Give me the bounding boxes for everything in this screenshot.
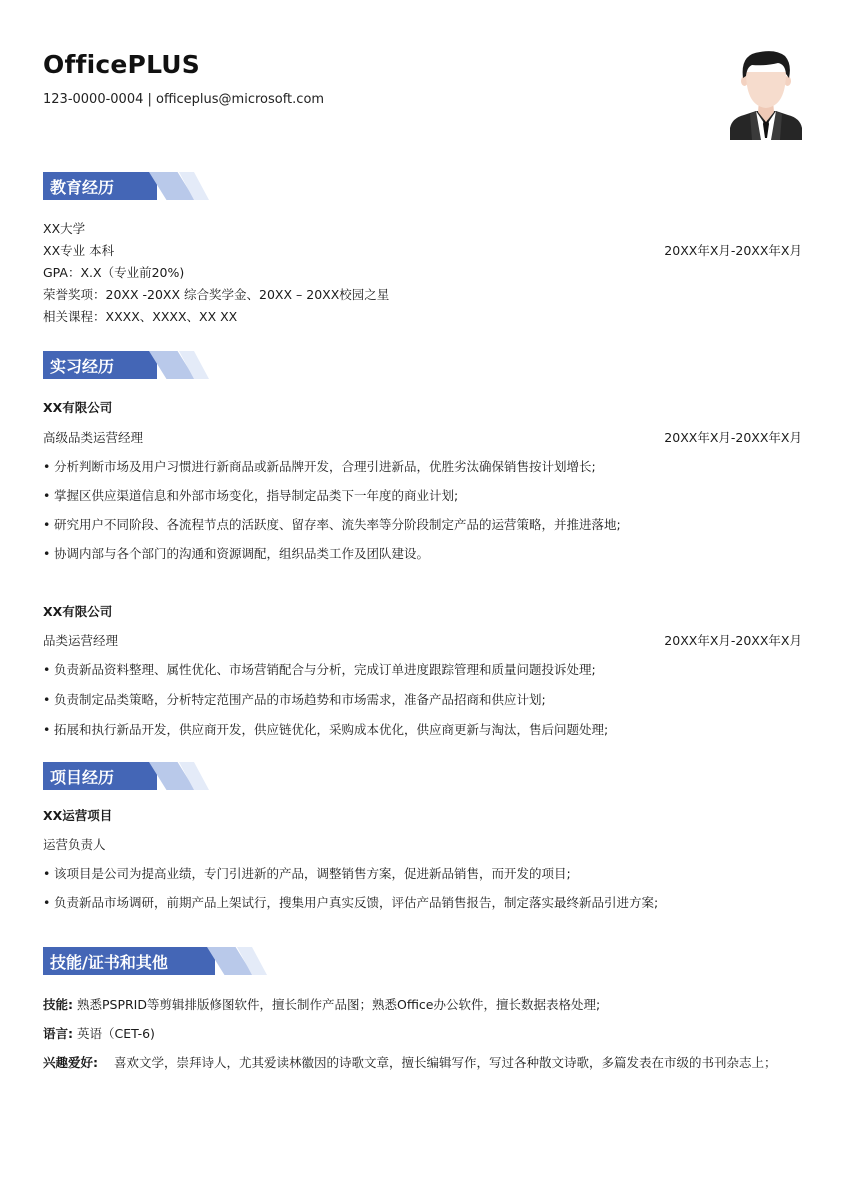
skills-label: 技能: [43,997,73,1012]
job-role: 品类运营经理 [43,633,119,648]
education-date: 20XX年X月-20XX年X月 [664,243,802,258]
list-item: • 分析判断市场及用户习惯进行新商品或新品牌开发，合理引进新品，优胜劣汰确保销售按计划增长; [43,459,596,474]
language-text: 英语（CET-6) [76,1026,155,1041]
company-name: XX有限公司 [43,604,113,619]
list-item: • 研究用户不同阶段、各流程节点的活跃度、留存率、流失率等分阶段制定产品的运营策略，并推进落地; [43,517,621,532]
hobby-label: 兴趣爱好: [43,1055,98,1070]
courses: 相关课程：XXXX、XXXX、XX XX [43,309,238,324]
hobby-text: 喜欢文学，崇拜诗人，尤其爱读林徽因的诗歌文章，擅长编辑写作，写过各种散文诗歌，多篇发表在市级的书刊杂志上； [113,1055,777,1070]
language-row [43,1024,155,1042]
list-item: • 拓展和执行新品开发，供应商开发，供应链优化，采购成本优化，供应商更新与淘汰，售后问题处理; [43,722,609,737]
project-name: XX运营项目 [43,808,113,823]
section-skills [43,947,243,975]
section-title: 实习经历 [50,357,115,376]
hobby-row [43,1053,776,1071]
skills-row [43,995,600,1013]
person-avatar-icon [730,48,802,140]
section-title: 技能/证书和其他 [50,953,168,972]
list-item: • 该项目是公司为提高业绩，专门引进新的产品，调整销售方案，促进新品销售，而开发的项目; [43,866,571,881]
list-item: • 负责新品资料整理、属性优化、市场营销配合与分析，完成订单进度跟踪管理和质量问题投诉处理; [43,662,596,677]
section-title: 教育经历 [50,178,115,197]
contact-info: 123-0000-0004 | officeplus@microsoft.com [43,92,325,107]
skills-text: 熟悉PSPRID等剪辑排版修图软件，擅长制作产品图；熟悉Office办公软件，擅长数据表格处理; [76,997,601,1012]
language-label: 语言: [43,1026,73,1041]
section-project [43,762,243,790]
list-item: • 负责制定品类策略，分析特定范围产品的市场趋势和市场需求，准备产品招商和供应计划; [43,692,546,707]
job-date: 20XX年X月-20XX年X月 [664,430,802,445]
list-item: • 负责新品市场调研，前期产品上架试行，搜集用户真实反馈，评估产品销售报告，制定落实最终新品引进方案; [43,895,659,910]
job-date: 20XX年X月-20XX年X月 [664,633,802,648]
school-name: XX大学 [43,221,86,236]
gpa: GPA：X.X（专业前20%) [43,265,185,280]
project-role: 运营负责人 [43,837,106,852]
section-internship [43,351,243,379]
company-name: XX有限公司 [43,400,113,415]
major-degree: XX专业 本科 [43,243,115,258]
section-education [43,172,243,200]
job-role: 高级品类运营经理 [43,430,144,445]
section-title: 项目经历 [50,768,115,787]
candidate-name: OfficePLUS [43,50,201,79]
honors: 荣誉奖项：20XX -20XX 综合奖学金、20XX – 20XX校园之星 [43,287,390,302]
list-item: • 掌握区供应渠道信息和外部市场变化，指导制定品类下一年度的商业计划; [43,488,459,503]
list-item: • 协调内部与各个部门的沟通和资源调配，组织品类工作及团队建设。 [43,546,430,561]
